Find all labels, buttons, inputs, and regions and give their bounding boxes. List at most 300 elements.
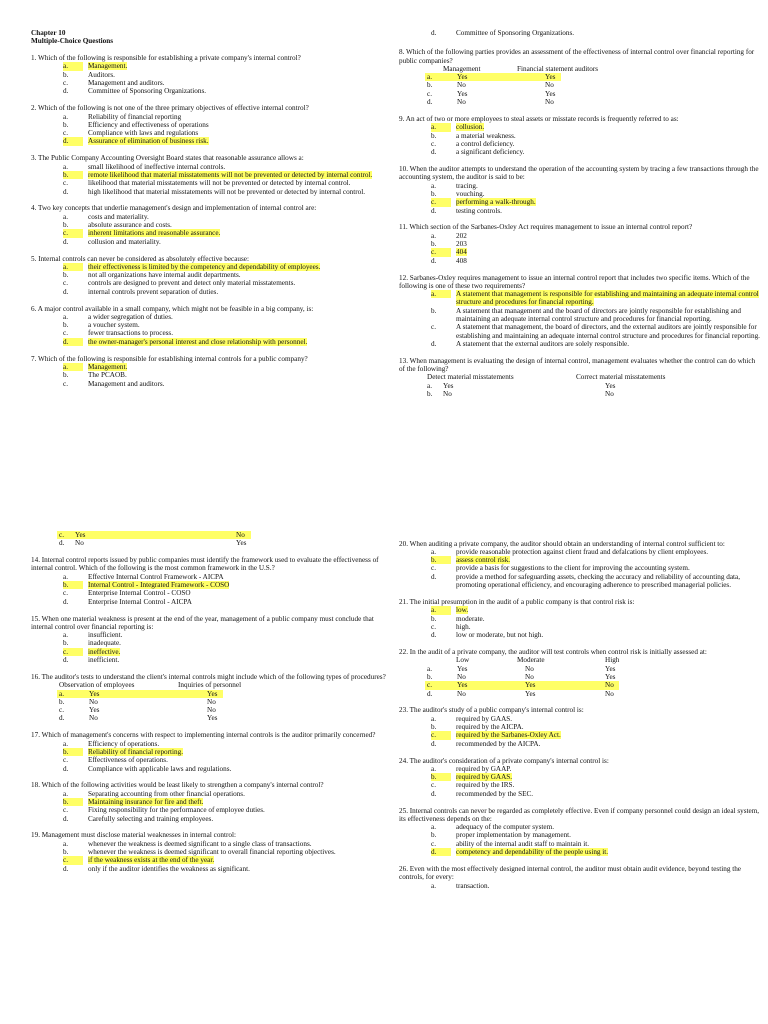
- option-letter: a.: [63, 572, 68, 581]
- option: [31, 639, 389, 647]
- option-letter: c.: [427, 89, 432, 98]
- option-letter: d.: [431, 206, 437, 215]
- option-letter: c.: [63, 229, 83, 237]
- option-letter: b.: [431, 189, 437, 198]
- option-letter: b.: [431, 614, 437, 623]
- option-text: inadequate.: [88, 639, 121, 648]
- cell: Yes: [457, 73, 468, 82]
- question-list: [399, 540, 761, 640]
- question-text: 13. When management is evaluating the design of internal control, management evaluates whether the control can do which of the following?: [399, 356, 756, 374]
- question-list: [399, 115, 761, 348]
- option-letter: a.: [431, 606, 451, 614]
- table-row: [31, 531, 389, 539]
- option-letter: c.: [59, 531, 64, 539]
- option: [31, 62, 389, 70]
- option: [31, 815, 389, 823]
- question: [31, 556, 389, 606]
- question-list: [31, 556, 389, 664]
- option-text: tracing.: [456, 181, 478, 190]
- option-text: competency and dependability of the people using it.: [456, 848, 609, 857]
- option-letter: c.: [63, 856, 83, 864]
- option: [31, 631, 389, 639]
- option: [31, 856, 389, 864]
- question: [399, 115, 761, 156]
- option-text: provide a basis for suggestions to the client for improving the accounting system.: [456, 564, 690, 573]
- question-16: [31, 673, 389, 723]
- option: [399, 848, 761, 856]
- option: [31, 321, 389, 329]
- option-letter: b.: [63, 321, 69, 330]
- option-text: collusion and materiality.: [88, 237, 161, 246]
- question-text: 17. Which of management's concerns with respect to implementing internal controls is the auditor primarily concerned?: [31, 731, 376, 740]
- cell: Yes: [605, 381, 616, 390]
- option: [31, 213, 389, 221]
- option-letter: a.: [63, 789, 68, 798]
- option: [31, 840, 389, 848]
- option-letter: a.: [427, 73, 432, 82]
- option: [31, 798, 389, 806]
- option: [399, 123, 761, 131]
- option-letter: c.: [427, 681, 432, 690]
- question-text: 18. Which of the following activities would be least likely to strengthen a company's internal control?: [31, 781, 324, 790]
- option: [399, 548, 761, 556]
- cell: Yes: [525, 681, 536, 690]
- option-text: proper implementation by management.: [456, 831, 571, 840]
- table-row: [399, 81, 761, 89]
- option-text: 202: [456, 231, 467, 240]
- option-text: small likelihood of ineffective internal controls.: [88, 162, 226, 171]
- page-1-right-column: [399, 29, 761, 398]
- question: [31, 731, 389, 772]
- option: [31, 87, 389, 95]
- option: [399, 573, 761, 590]
- option-text: A statement that the external auditors are solely responsible.: [456, 339, 630, 348]
- option-text: Management.: [88, 62, 128, 71]
- option-letter: d.: [63, 814, 69, 823]
- option-letter: d.: [63, 864, 69, 873]
- option-text: performing a walk-through.: [456, 198, 536, 207]
- option-letter: a.: [63, 363, 83, 371]
- cell: Yes: [75, 531, 86, 539]
- cell: Yes: [605, 672, 616, 681]
- option-letter: b.: [431, 240, 437, 249]
- option-letter: b.: [63, 371, 69, 380]
- cell: No: [236, 531, 245, 539]
- cell: No: [457, 81, 466, 90]
- option-letter: b.: [63, 798, 83, 806]
- option: [31, 288, 389, 296]
- option: [31, 271, 389, 279]
- option-letter: c.: [63, 589, 68, 598]
- option-letter: d.: [63, 187, 69, 196]
- option-letter: c.: [431, 839, 436, 848]
- column-header: Inquiries of personnel: [178, 681, 242, 690]
- option-letter: b.: [427, 389, 433, 398]
- cell: No: [545, 81, 554, 90]
- highlight: [57, 690, 223, 698]
- option: [31, 748, 389, 756]
- option-letter: c.: [63, 79, 68, 88]
- column-header: Financial statement auditors: [517, 64, 599, 73]
- option: [399, 831, 761, 839]
- option: [31, 338, 389, 346]
- option-text: adequacy of the computer system.: [456, 823, 554, 832]
- highlight: [425, 681, 619, 689]
- option: [399, 765, 761, 773]
- option: [31, 756, 389, 764]
- question-list: [31, 731, 389, 873]
- option-text: Efficiency and effectiveness of operations: [88, 120, 209, 129]
- cell: Yes: [89, 689, 100, 698]
- option-text: transaction.: [456, 881, 490, 890]
- option-text: Carefully selecting and training employees.: [88, 814, 214, 823]
- option-text: Reliability of financial reporting.: [88, 747, 184, 756]
- option-text: a material weakness.: [456, 131, 516, 140]
- question-text: 11. Which section of the Sarbanes-Oxley Act requires management to issue an internal control report?: [399, 223, 693, 232]
- option-text: Effective Internal Control Framework - AICPA: [88, 572, 224, 581]
- option-text: assess control risk.: [456, 556, 511, 565]
- option: [31, 238, 389, 246]
- option: [399, 781, 761, 789]
- question-text: 4. Two key concepts that underlie management's design and implementation of internal control are:: [31, 204, 317, 213]
- option: [31, 279, 389, 287]
- option: [399, 773, 761, 781]
- option: [31, 221, 389, 229]
- option: [399, 882, 761, 890]
- question: [399, 540, 761, 590]
- option: [399, 623, 761, 631]
- option: [399, 615, 761, 623]
- highlight: [57, 531, 251, 539]
- cell: Yes: [457, 681, 468, 690]
- option-letter: a.: [63, 739, 68, 748]
- question-text: 2. Which of the following is not one of the three primary objectives of effective internal control?: [31, 104, 309, 113]
- question-text: 14. Internal control reports issued by public companies must identify the framework used to evaluate the effectiveness of internal control. Which of the following is the most common framework in the U.S.?: [31, 556, 379, 573]
- option: [399, 840, 761, 848]
- option-text: moderate.: [456, 614, 485, 623]
- option-text: insufficient.: [88, 631, 123, 640]
- option-letter: c.: [431, 139, 436, 148]
- cell: No: [89, 714, 98, 723]
- question-text: 3. The Public Company Accounting Oversight Board states that reasonable assurance allows a:: [31, 154, 304, 163]
- cell: No: [89, 697, 98, 706]
- option-letter: c.: [431, 198, 451, 206]
- option-text: provide reasonable protection against client fraud and defalcations by client employees.: [456, 547, 709, 556]
- option: [399, 790, 761, 798]
- option-text: low or moderate, but not high.: [456, 631, 544, 640]
- question-text: 12. Sarbanes-Oxley requires management to issue an internal control report that includes two specific items. Which of the following is one of these two requirements?: [399, 273, 750, 290]
- option: [399, 823, 761, 831]
- option-letter: b.: [431, 831, 437, 840]
- option-letter: b.: [431, 556, 451, 564]
- page-2-left-column: [31, 531, 389, 873]
- option: [31, 380, 389, 388]
- option-letter: a.: [431, 123, 451, 131]
- option-text: required by GAAS.: [456, 714, 513, 723]
- option-letter: b.: [63, 271, 69, 280]
- option: [31, 229, 389, 237]
- option-text: absolute assurance and costs.: [88, 221, 172, 230]
- column-header: Observation of employees: [59, 681, 135, 690]
- option-letter: c.: [63, 806, 68, 815]
- option-letter: d.: [427, 689, 433, 698]
- option-letter: b.: [63, 639, 69, 648]
- question-text: 24. The auditor's consideration of a private company's internal control is:: [399, 756, 609, 765]
- question-13: [399, 357, 761, 398]
- option-letter: a.: [427, 664, 432, 673]
- option: [399, 248, 761, 256]
- table-rows: [399, 382, 761, 399]
- cell: No: [457, 672, 466, 681]
- option-text: a voucher system.: [88, 321, 140, 330]
- option-text: internal controls prevent separation of duties.: [88, 287, 219, 296]
- table-row: [399, 73, 761, 81]
- question-list: [399, 706, 761, 889]
- question-text: 20. When auditing a private company, the auditor should obtain an understanding of internal control sufficient to:: [399, 539, 725, 548]
- option-letter: c.: [431, 622, 436, 631]
- option: [31, 137, 389, 145]
- option-letter: a.: [431, 547, 436, 556]
- option-text: ineffective.: [88, 647, 121, 656]
- option-letter: d.: [63, 87, 69, 96]
- option: [31, 589, 389, 597]
- option-letter: d.: [431, 631, 437, 640]
- option-text: Committee of Sponsoring Organizations.: [456, 29, 575, 37]
- question: [31, 831, 389, 872]
- option-text: Compliance with applicable laws and regulations.: [88, 764, 232, 773]
- table-header: [399, 373, 761, 381]
- option-text: Enterprise Internal Control - COSO: [88, 589, 191, 598]
- option-letter: b.: [63, 70, 69, 79]
- option-text: 408: [456, 256, 467, 265]
- question: [31, 781, 389, 822]
- option-letter: d.: [431, 256, 437, 265]
- column-header: Moderate: [517, 656, 545, 665]
- question: [31, 154, 389, 195]
- option: [31, 598, 389, 606]
- option-text: a control deficiency.: [456, 139, 515, 148]
- option-text: remote likelihood that material misstatements will not be prevented or detected by internal control.: [88, 170, 373, 179]
- table-header: [399, 65, 761, 73]
- option-text: vouching.: [456, 189, 485, 198]
- option-letter: a.: [431, 823, 436, 832]
- option-text: Management.: [88, 362, 128, 371]
- question-text: 6. A major control available in a small company, which might not be feasible in a big company, is:: [31, 304, 314, 313]
- option: [399, 731, 761, 739]
- option-letter: a.: [63, 312, 68, 321]
- option: [399, 715, 761, 723]
- option: [31, 648, 389, 656]
- option-letter: b.: [431, 723, 437, 732]
- question: [31, 355, 389, 388]
- option: [399, 740, 761, 748]
- cell: Yes: [207, 689, 218, 698]
- question: [399, 598, 761, 639]
- column-header: Correct material misstatements: [576, 373, 666, 382]
- option-text: likelihood that material misstatements will not be prevented or detected by internal control.: [88, 179, 351, 188]
- cell: No: [525, 672, 534, 681]
- table-row: [399, 90, 761, 98]
- option: [31, 848, 389, 856]
- option-letter: b.: [431, 131, 437, 140]
- option-text: Separating accounting from other financial operations.: [88, 789, 245, 798]
- option: [31, 806, 389, 814]
- table-header: [399, 656, 761, 664]
- option: [399, 631, 761, 639]
- option: [399, 257, 761, 265]
- option-letter: d.: [63, 338, 83, 346]
- option: [31, 790, 389, 798]
- option-letter: d.: [431, 148, 437, 157]
- option: [31, 79, 389, 87]
- option-letter: a.: [63, 162, 68, 171]
- option-text: Internal Control - Integrated Framework - COSO: [88, 581, 230, 590]
- option-text: ability of the internal audit staff to maintain it.: [456, 839, 590, 848]
- column-header: Detect material misstatements: [427, 373, 514, 382]
- option: [31, 129, 389, 137]
- page-2: [0, 512, 768, 1024]
- question-text: 16. The auditor's tests to understand the client's internal controls might include which of the following types of procedures?: [31, 672, 386, 681]
- option-text: whenever the weakness is deemed significant to a single class of transactions.: [88, 839, 312, 848]
- page-1-left-column: [31, 29, 389, 388]
- option-letter: c.: [63, 129, 68, 138]
- option-text: not all organizations have internal audit departments.: [88, 271, 241, 280]
- option-letter: b.: [431, 773, 451, 781]
- option-letter: a.: [427, 381, 432, 390]
- option-text: required by the Sarbanes-Oxley Act.: [456, 731, 561, 740]
- question-text: 7. Which of the following is responsible for establishing internal controls for a public company?: [31, 354, 308, 363]
- question: [31, 615, 389, 665]
- option: [31, 263, 389, 271]
- question-8: [399, 48, 761, 106]
- option-text: collusion.: [456, 123, 485, 132]
- option: [31, 113, 389, 121]
- option-text: their effectiveness is limited by the competency and dependability of employees.: [88, 262, 321, 271]
- option: [31, 371, 389, 379]
- chapter-title: Chapter 10: [31, 29, 66, 37]
- option-letter: a.: [431, 881, 436, 890]
- question-text: 21. The initial presumption in the audit of a public company is that control risk is:: [399, 597, 635, 606]
- option-text: controls are designed to prevent and detect only material misstatements.: [88, 279, 296, 288]
- cell: Yes: [457, 664, 468, 673]
- section-title: Multiple-Choice Questions: [31, 37, 114, 46]
- table-row: [31, 706, 389, 714]
- option-letter: c.: [63, 179, 68, 188]
- question-text: 26. Even with the most effectively designed internal control, the auditor must obtain audit evidence, beyond testing the controls, for every:: [399, 864, 741, 882]
- cell: Yes: [207, 714, 218, 723]
- option-letter: d.: [431, 572, 437, 581]
- option: [31, 313, 389, 321]
- cell: No: [207, 697, 216, 706]
- option-text: 203: [456, 240, 467, 249]
- question: [31, 104, 389, 145]
- option-text: costs and materiality.: [88, 212, 149, 221]
- continued-table-rows: [31, 531, 389, 548]
- option-text: the owner-manager's personal interest and close relationship with personnel.: [88, 337, 308, 346]
- option-text: recommended by the SEC.: [456, 789, 534, 798]
- option: [399, 240, 761, 248]
- option: [399, 132, 761, 140]
- option-text: Maintaining insurance for fire and theft.: [88, 797, 204, 806]
- option-letter: a.: [63, 62, 83, 70]
- option: [399, 290, 761, 307]
- option-letter: a.: [63, 263, 83, 271]
- question-text: 5. Internal controls can never be considered as absolutely effective because:: [31, 254, 249, 263]
- option-text: high.: [456, 622, 471, 631]
- option-letter: a.: [63, 839, 68, 848]
- column-header: Management: [443, 64, 481, 73]
- question-text: 8. Which of the following parties provides an assessment of the effectiveness of internal control over financial reporting for public companies?: [399, 48, 755, 65]
- cell: No: [457, 689, 466, 698]
- cell: No: [457, 98, 466, 107]
- option-text: Compliance with laws and regulations: [88, 129, 199, 138]
- question: [399, 165, 761, 215]
- option-text: whenever the weakness is deemed significant to overall financial reporting objectives.: [88, 848, 336, 857]
- table-rows: [399, 665, 761, 698]
- cell: Yes: [545, 73, 556, 82]
- option-letter: c.: [431, 323, 436, 332]
- option: [399, 198, 761, 206]
- table-row: [399, 382, 761, 390]
- question-22: [399, 648, 761, 698]
- option-letter: a.: [431, 181, 436, 190]
- cell: Yes: [525, 689, 536, 698]
- option: [31, 71, 389, 79]
- question-list: [31, 54, 389, 388]
- option-letter: c.: [63, 756, 68, 765]
- option-text: inherent limitations and reasonable assurance.: [88, 229, 221, 238]
- option-letter: d.: [431, 789, 437, 798]
- option-text: Effectiveness of operations.: [88, 756, 168, 765]
- cell: No: [207, 706, 216, 715]
- question: [399, 223, 761, 264]
- option-letter: a.: [431, 764, 436, 773]
- question: [399, 757, 761, 798]
- table-row: [31, 714, 389, 722]
- option-text: Committee of Sponsoring Organizations.: [88, 87, 207, 96]
- option: [399, 340, 761, 348]
- cell: Yes: [605, 664, 616, 673]
- option-text: Auditors.: [88, 70, 115, 79]
- option: [399, 207, 761, 215]
- option-letter: c.: [431, 781, 436, 790]
- option-letter: b.: [427, 81, 433, 90]
- option: [399, 723, 761, 731]
- option-letter: d.: [59, 714, 65, 723]
- table-row: [31, 690, 389, 698]
- table-row: [399, 665, 761, 673]
- option-text: a wider segregation of duties.: [88, 312, 173, 321]
- option-text: Management and auditors.: [88, 79, 165, 88]
- option-letter: b.: [63, 848, 69, 857]
- option-text: testing controls.: [456, 206, 502, 215]
- table-rows: [31, 690, 389, 723]
- option-letter: b.: [63, 581, 83, 589]
- option-text: recommended by the AICPA.: [456, 739, 541, 748]
- table-row: [31, 698, 389, 706]
- option-letter: a.: [59, 689, 64, 698]
- option-letter: a.: [431, 231, 436, 240]
- question-text: 22. In the audit of a private company, the auditor will test controls when control risk is initially assessed at:: [399, 648, 707, 657]
- table-header: [31, 681, 389, 689]
- option-text: required by GAAS.: [456, 773, 513, 782]
- option-text: Fixing responsibility for the performance of employee duties.: [88, 806, 265, 815]
- cell: Yes: [236, 539, 247, 548]
- option-letter: c.: [431, 248, 451, 256]
- option: [31, 581, 389, 589]
- option-text: required by the IRS.: [456, 781, 515, 790]
- option: [399, 140, 761, 148]
